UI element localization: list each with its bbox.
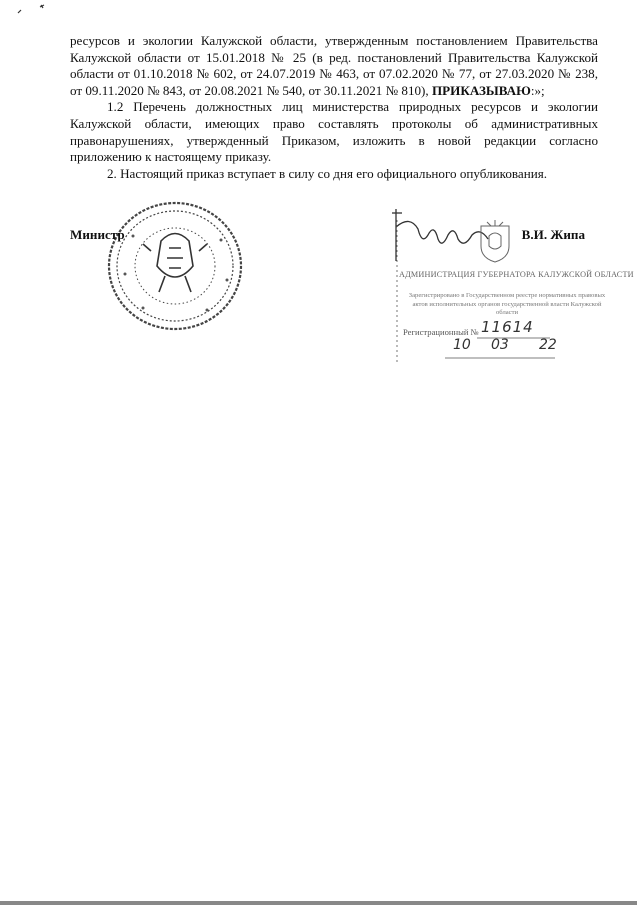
- document-body: [70, 33, 598, 182]
- scan-corner-marks: [16, 2, 56, 16]
- stamp-description: Зарегистрировано в Государственном реестре нормативных правовых актов исполнительных органов государственной власти Калужской области: [408, 292, 606, 317]
- registration-date-year: 22: [539, 337, 557, 353]
- scan-bottom-edge: [0, 901, 637, 905]
- order-word: ПРИКАЗЫВАЮ: [431, 82, 531, 98]
- signer-position: Министр: [70, 227, 125, 242]
- official-round-seal: [103, 196, 248, 336]
- stamp-ministry-line: АДМИНИСТРАЦИЯ ГУБЕРНАТОРА КАЛУЖСКОЙ ОБЛАСТИ: [399, 270, 634, 279]
- signer-name: В.И. Жипа: [521, 227, 585, 242]
- paragraph-1: ресурсов и экологии Калужской области, утвержденным постановлением Правительства Калужской области от 15.01.2018 № 25 (в ред. постановлений Правительства Калужской области от 01.10.2018 № 602, от 24.07.2019 № 463, от 07.02.2020 № 77, от 27.03.2020 № 238, от 09.11.2020 № 843, от 20.08.2021 № 540, от 30.11.2021 № 810), ПРИКАЗЫВАЮ:»;: [70, 33, 598, 98]
- registration-date-day: 10: [453, 337, 471, 353]
- registration-date-month: 03: [491, 337, 509, 353]
- registration-number-label: Регистрационный №: [403, 327, 479, 337]
- registration-number: 11614: [481, 318, 534, 336]
- stamp-frame-lines: [385, 212, 610, 372]
- paragraph-2: 1.2 Перечень должностных лиц министерства природных ресурсов и экологии Калужской области, имеющих право составлять протоколы об административных правонарушениях, утвержденный Приказом, изложить в новой редакции согласно приложению к настоящему приказу.: [70, 99, 598, 165]
- paragraph-3: 2. Настоящий приказ вступает в силу со дня его официального опубликования.: [107, 165, 548, 181]
- registration-stamp: [385, 212, 634, 372]
